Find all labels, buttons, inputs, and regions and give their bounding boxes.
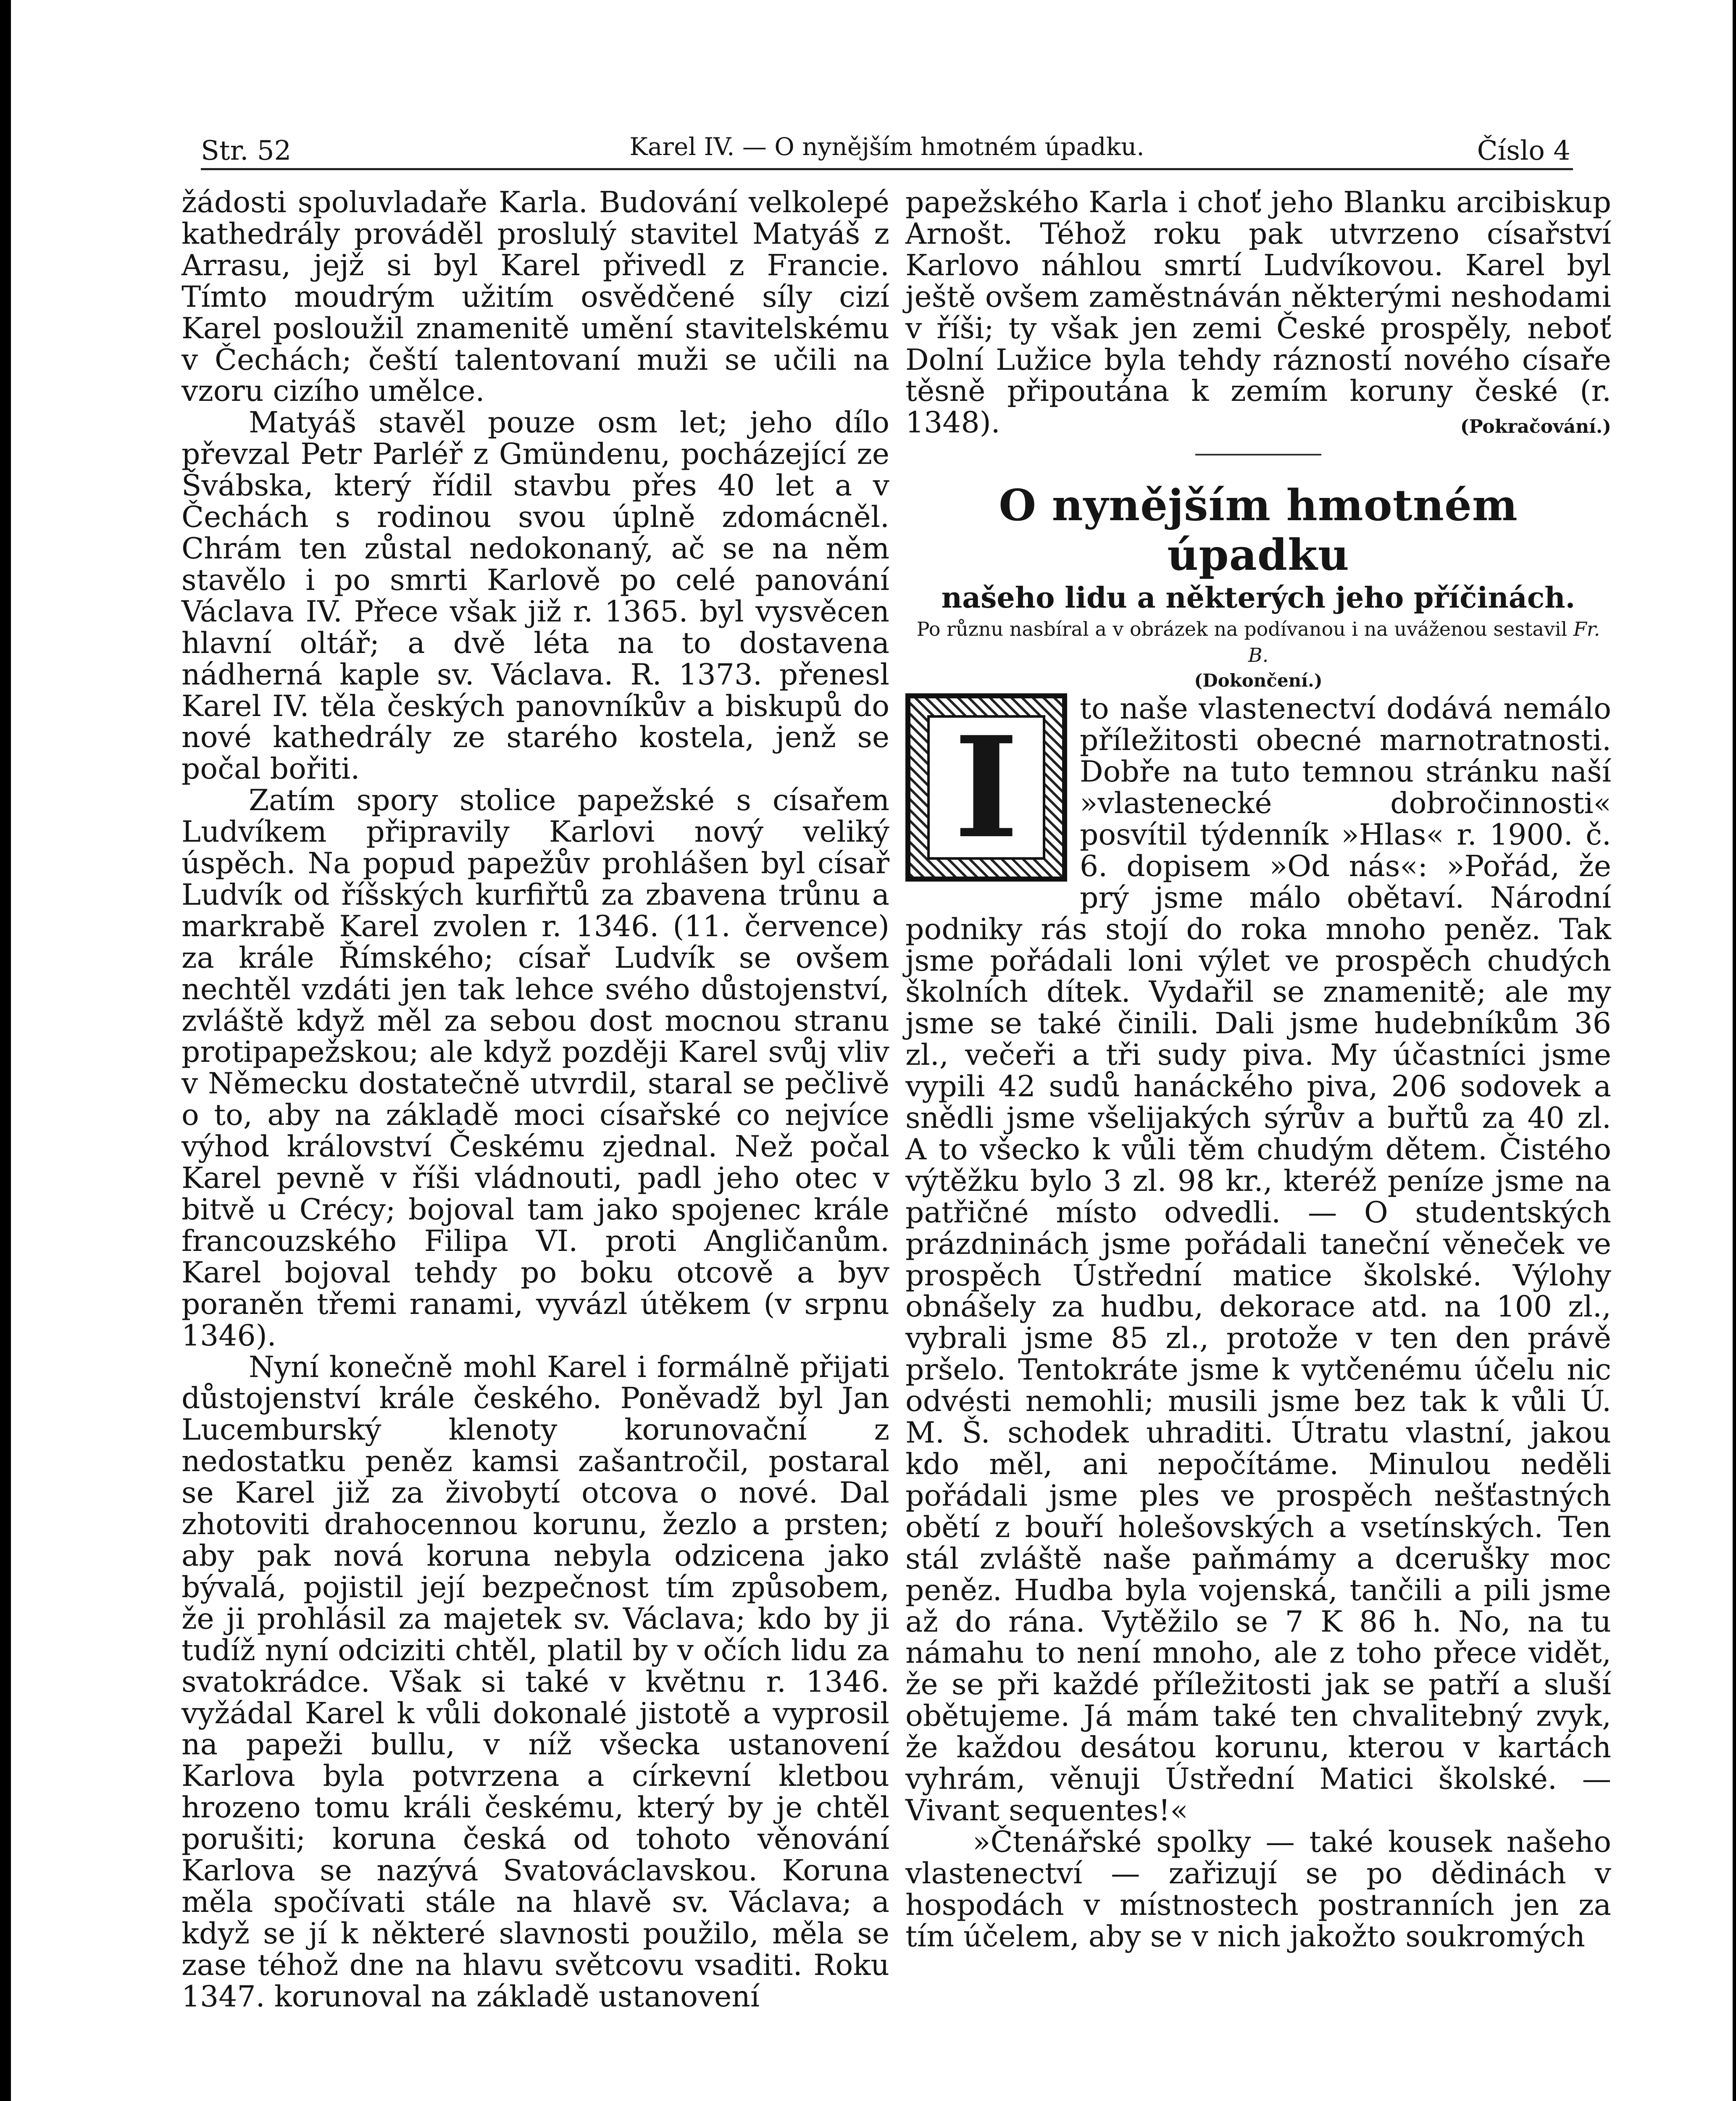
decorative-initial-frame: [927, 706, 1045, 869]
page-edge-right: [1733, 0, 1736, 2101]
running-head: [201, 122, 1573, 170]
initial-letter: I: [954, 706, 1019, 869]
continued-note: (Pokračování.): [1460, 416, 1611, 438]
running-title: Karel IV. — O nynějším hmotném úpadku.: [629, 132, 1144, 161]
author: Fr. B.: [1248, 618, 1600, 667]
article-title: O nynějším hmotném úpadku: [999, 480, 1518, 581]
page-edge-left: [0, 0, 11, 2101]
article-paragraph: »Čtenářské spolky — také kousek našeho vlastenectví — zařizují se po dědinách v hospodách v místnostech postranních jen za tím účelem, aby se v nich jakožto soukromých: [905, 1825, 1611, 1954]
left-column: [181, 187, 889, 2013]
article-subtitle: našeho lidu a některých jeho příčinách.: [941, 581, 1576, 615]
section-divider: [1195, 454, 1321, 455]
right-column: [905, 187, 1611, 1953]
left-paragraph: žádosti spoluvladaře Karla. Budování velkolepé kathedrály prováděl proslulý stavitel Matyáš z Arrasu, jejž si byl Karel přivedl z Francie. Tímto moudrým užitím osvědčené síly cizí Karel posloužil znamenitě umění stavitelskému v Čechách; čeští talentovaní muži se učili na vzoru cizího umělce.: [181, 186, 889, 408]
byline-text: Po různu nasbíral a v obrázek na podívanou i na uváženou sestavil: [916, 618, 1568, 641]
left-paragraph: Zatím spory stolice papežské s císařem Ludvíkem připravily Karlovi nový veliký úspěch. Na popud papežův prohlášen byl císař Ludvík od říšských kurfiřtů za zbavena trůnu a markrabě Karel zvolen r. 1346. (11. července) za krále Římského; císař Ludvík se ovšem nechtěl vzdáti jen tak lehce svého důstojenství, zvláště když měl za sebou dost mocnou stranu protipapežskou; ale když později Karel svůj vliv v Německu dostatečně utvrdil, staral se pečlivě o to, aby na základě moci císařské co nejvíce výhod království Českému zjednal. Než počal Karel pevně v říši vládnouti, padl jeho otec v bitvě u Crécy; bojoval tam jako spojenec krále francouzského Filipa VI. proti Angličanům. Karel bojoval tehdy po boku otcově a byv poraněn třemi ranami, vyvázl útěkem (v srpnu 1346).: [181, 784, 889, 1353]
article-paragraph: to naše vlastenectví dodává nemálo příležitosti obecné marnotratnosti. Dobře na tuto temnou stránku naší »vlastenecké dobročinnosti« posvítil týdenník »Hlas« r. 1900. č. 6. dopisem »Od nás«: »Pořád, že prý jsme málo obětaví. Národní podniky rás stojí do roka mnoho peněz. Tak jsme pořádali loni výlet ve prospěch chudých školních dítek. Vydařil se znamenitě; ale my jsme se také činili. Dali jsme hudebníkům 36 zl., večeři a tři sudy piva. My účastníci jsme vypili 42 sudů hanáckého piva, 206 sodovek a snědli jsme všelijakých sýrův a buřtů za 40 zl. A to všecko k vůli těm chudým dětem. Čistého výtěžku bylo 3 zl. 98 kr., kteréž peníze jsme na patřičné místo odvedli. — O studentských prázdninách jsme pořádali taneční věneček ve prospěch Ústřední matice školské. Výlohy obnášely za hudbu, dekorace atd. na 100 zl., vybrali jsme 85 zl., protože v ten den právě pršelo. Tentokráte jsme k vytčenému účelu nic odvésti nemohli; musili jsme bez tak k vůli Ú. M. Š. schodek uhraditi. Útratu vlastní, jakou kdo měl, ani nepočítáme. Minulou neděli pořádali jsme ples ve prospěch nešťastných obětí z bouří holešovských a vsetínských. Ten stál zvláště naše paňmámy a dcerušky moc peněz. Hudba byla vojenská, tančili a pili jsme až do rána. Vytěžilo se 7 K 86 h. No, na tu námahu to není mnoho, ale z toho přece vidět, že se při každé příležitosti jak se patří a sluší obětujeme. Já mám také ten chvalitebný zvyk, že každou desátou korunu, kterou v kartách vyhrám, věnuji Ústřední Matici školské. — Vivant sequentes!«: [905, 692, 1611, 1827]
left-paragraph: Matyáš stavěl pouze osm let; jeho dílo převzal Petr Parléř z Gmündenu, pocházející ze Švábska, který řídil stavbu přes 40 let a v Čechách s rodinou svou úplně zdomácněl. Chrám ten zůstal nedokonaný, ač se na něm stavělo i po smrti Karlově po celé panování Václava IV. Přece však již r. 1365. byl vysvěcen hlavní oltář; a dvě léta na to dostavena nádherná kaple sv. Václava. R. 1373. přenesl Karel IV. těla českých panovníkův a biskupů do nové kathedrály ze starého kostela, jenž se počal bořiti.: [181, 406, 889, 786]
page-number: Str. 52: [201, 135, 292, 166]
decorative-initial: [905, 693, 1067, 882]
article-byline: [905, 616, 1611, 668]
issue-number: Číslo 4: [1477, 135, 1570, 166]
right-paragraph-top: [905, 187, 1611, 439]
left-paragraph: Nyní konečně mohl Karel i formálně přijati důstojenství krále českého. Poněvadž byl Jan Lucemburský klenoty korunovační z nedostatku peněz kamsi zašantročil, postaral se Karel již za živobytí otcova o nové. Dal zhotoviti drahocennou korunu, žezlo a prsten; aby pak nová koruna nebyla odzicena jako bývalá, pojistil její bezpečnost tím způsobem, že ji prohlásil za majetek sv. Václava; kdo by ji tudíž nyní odciziti chtěl, platil by v očích lidu za svatokrádce. Však si také v květnu r. 1346. vyžádal Karel k vůli dokonalé jistotě a vyprosil na papeži bullu, v níž všecka ustanovení Karlova byla potvrzena a církevní kletbou hrozeno tomu králi českému, který by je chtěl porušiti; koruna česká od tohoto věnování Karlova se nazývá Svatováclavskou. Koruna měla spočívati stále na hlavě sv. Václava; a když se jí k některé slavnosti použilo, měla se zase téhož dne na hlavu světcovu vsaditi. Roku 1347. korunoval na základě ustanovení: [181, 1350, 889, 2014]
continuation-mark: (Dokončení.): [1194, 670, 1323, 691]
continued-text: papežského Karla i choť jeho Blanku arcibiskup Arnošt. Téhož roku pak utvrzeno císařství Karlovo náhlou smrtí Ludvíkovou. Karel byl ještě ovšem zaměstnáván některými neshodami v říši; ty však jen zemi České prospěly, neboť Dolní Lužice byla tehdy rázností nového císaře těsně připoutána k zemím koruny české (r. 1348).: [905, 186, 1611, 440]
